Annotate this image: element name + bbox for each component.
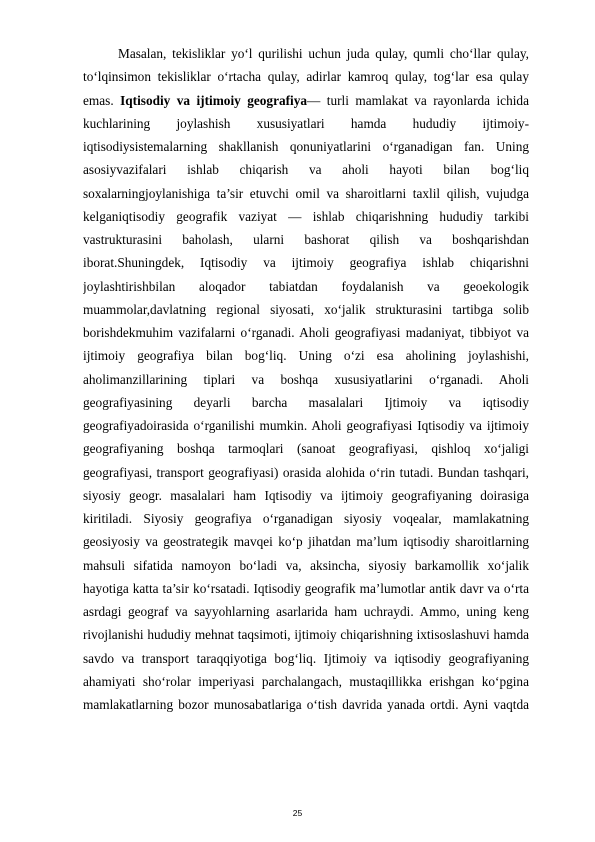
text-line: aholimanzillarining tiplari va boshqa xususiyatlarini o‘rganadi. Aholi <box>83 371 529 387</box>
text-line: geografiyadoirasida o‘rganilishi mumkin. Aholi geografiyasi Iqtisodiy va ijtimoiy <box>83 418 529 433</box>
text-line: Masalan, tekisliklar yo‘l qurilishi uchun juda qulay, qumli cho‘llar qulay, <box>118 46 529 61</box>
body-text <box>83 42 529 716</box>
text-line: kiritiladi. Siyosiy geografiya o‘rganadigan siyosiy voqealar, mamlakatning <box>83 511 529 526</box>
text-line: kelganiqtisodiy geografik vaziyat — ishlab chiqarishning hududiy tarkibi <box>83 208 529 224</box>
text-line: geografiyaning boshqa tarmoqlari (sanoat geografiyasi, qishloq xo‘jaligi <box>83 441 529 457</box>
text-line: mahsuli sifatida namoyon bo‘ladi va, aksincha, siyosiy barkamollik xo‘jalik <box>83 557 529 573</box>
text-line: iborat.Shuningdek, Iqtisodiy va ijtimoiy geografiya ishlab chiqarishni <box>83 255 529 271</box>
text-line: vastrukturasini baholash, ularni bashorat qilish va boshqarishdan <box>83 232 529 247</box>
text-line: asrdagi geograf va sayyohlarning asarlarida ham uchraydi. Ammo, uning keng <box>83 604 529 619</box>
text-line: ijtimoiy geografiya bilan bog‘liq. Uning o‘zi esa aholining joylashishi, <box>83 348 529 364</box>
page-number: 25 <box>292 808 303 818</box>
text-line: joylashtirishbilan aloqador tabiatdan foydalanish va geoekologik <box>83 278 529 294</box>
text-line: rivojlanishi hududiy mehnat taqsimoti, ijtimoiy chiqarishning ixtisoslashuvi hamda <box>83 627 529 643</box>
text-line: to‘lqinsimon tekisliklar o‘rtacha qulay, adirlar kamroq qulay, tog‘lar esa qulay <box>83 69 529 85</box>
text-line: hayotiga katta ta’sir ko‘rsatadi. Iqtisodiy geografik ma’lumotlar antik davr va o‘rta <box>83 580 529 596</box>
line-prefix: emas. <box>83 92 121 108</box>
text-line: savdo va transport taraqqiyotiga bog‘liq. Ijtimoiy va iqtisodiy geografiyaning <box>83 650 529 666</box>
text-line: asosiyvazifalari ishlab chiqarish va aholi hayoti bilan bog‘liq <box>83 162 529 178</box>
text-line: kuchlarining joylashish xususiyatlari hamda hududiy ijtimoiy- <box>83 115 529 131</box>
text-line: iqtisodiysistemalarning shakllanish qonuniyatlarini o‘rganadigan fan. Uning <box>83 139 529 154</box>
text-line: geografiyasi, transport geografiyasi) orasida alohida o‘rin tutadi. Bundan tashqari, <box>83 464 529 480</box>
text-line: borishdekmuhim vazifalarni o‘rganadi. Aholi geografiyasi madaniyat, tibbiyot va <box>83 325 529 340</box>
text-line: ahamiyati sho‘rolar imperiyasi parchalangach, mustaqillikka erishgan ko‘pgina <box>83 673 529 689</box>
text-line: mamlakatlarning bozor munosabatlariga o‘tish davrida yanada ortdi. Ayni vaqtda <box>83 697 529 712</box>
text-line-with-term <box>83 89 529 112</box>
line-suffix: — turli mamlakat va rayonlarda ichida <box>307 92 529 108</box>
text-line: muammolar,davlatning regional siyosati, xo‘jalik strukturasini tartibga solib <box>83 301 529 317</box>
text-line: geosiyosiy va geostrategik mavqei ko‘p jihatdan ma’lum iqtisodiy sharoitlarning <box>83 534 529 550</box>
text-line: geografiyasining deyarli barcha masalalari Ijtimoiy va iqtisodiy <box>83 394 529 410</box>
text-line: siyosiy geogr. masalalari ham Iqtisodiy va ijtimoiy geografiyaning doirasiga <box>83 487 529 503</box>
defined-term: Iqtisodiy va ijtimoiy geografiya <box>120 92 308 108</box>
text-line: soxalarningjoylanishiga ta’sir etuvchi omil va sharoitlarni taxlil qilish, vujudga <box>83 185 529 201</box>
